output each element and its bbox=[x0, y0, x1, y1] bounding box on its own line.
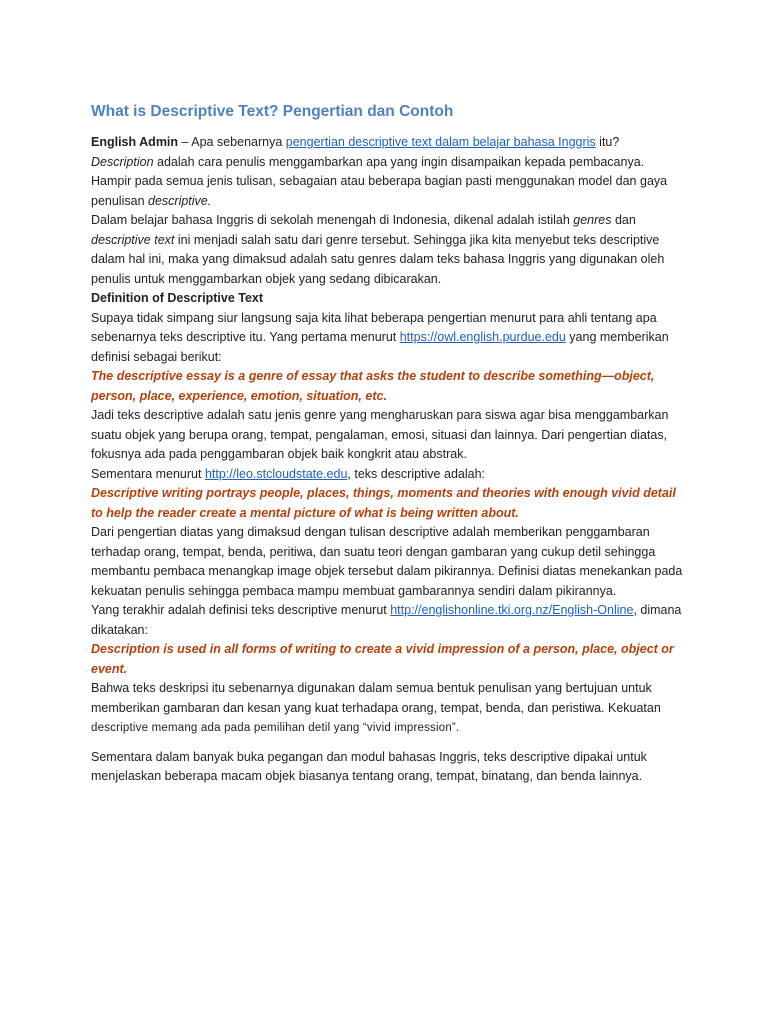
closing-paragraph: Sementara dalam banyak buka pegangan dan modul bahasas Inggris, teks descriptive dipakai untuk menjelaskan beberapa macam objek biasanya tentang orang, tempat, binatang, dan benda lainnya. bbox=[91, 749, 647, 783]
link-owl-purdue[interactable]: https://owl.english.purdue.edu bbox=[399, 330, 566, 344]
explanation-paragraph-2: Dari pengertian diatas yang dimaksud dengan tulisan descriptive adalah memberikan penggambaran terhadap orang, tempat, benda, peritiwa, dan suatu teori dengan gambaran yang cukup detil sehingga membantu pembaca menangkap image objek tersebut dalam pikirannya. Definisi diatas menekankan pada kekuatan penulis sehingga pembaca mampu membuat gambarannya sendiri dalam pikirannya. bbox=[91, 525, 683, 598]
article-title: What is Descriptive Text? Pengertian dan Contoh bbox=[91, 103, 454, 120]
quote-owl-purdue: The descriptive essay is a genre of essay that asks the student to describe something—object, person, place, experience, emotion, situation, etc. bbox=[91, 369, 655, 403]
author-name: English Admin bbox=[91, 135, 179, 149]
link-englishonline[interactable]: http://englishonline.tki.org.nz/English-Online bbox=[390, 603, 634, 617]
definition-heading: Definition of Descriptive Text bbox=[91, 291, 264, 305]
stcloudstate-paragraph: Sementara menurut http://leo.stcloudstate.edu, teks descriptive adalah: bbox=[91, 466, 485, 481]
englishonline-paragraph: Yang terakhir adalah definisi teks descriptive menurut http://englishonline.tki.org.nz/English-Online, dimana dikatakan: bbox=[91, 603, 682, 637]
link-stcloudstate[interactable]: http://leo.stcloudstate.edu bbox=[204, 466, 348, 481]
explanation-paragraph-1: Jadi teks descriptive adalah satu jenis genre yang mengharuskan para siswa agar bisa menggambarkan suatu objek yang berupa orang, tempat, pengalaman, emosi, situasi dan lainnya. Dari pengertian diatas, fokusnya ada pada penggambaran objek baik kongkrit atau abstrak. bbox=[91, 408, 669, 461]
article bbox=[91, 101, 683, 787]
link-pengertian-descriptive-text[interactable]: pengertian descriptive text dalam belajar bahasa Inggris bbox=[285, 135, 596, 149]
intro-paragraph: English Admin – Apa sebenarnya pengertian descriptive text dalam belajar bahasa Inggris itu? Description adalah cara penulis menggambarkan apa yang ingin disampaikan kepada pembacanya. Hampir pada semua jenis tulisan, sebagaian atau beberapa bagian pasti menggunakan model dan gaya penulisan descriptive. bbox=[91, 135, 668, 208]
genres-paragraph: Dalam belajar bahasa Inggris di sekolah menengah di Indonesia, dikenal adalah istilah genres dan descriptive text ini menjadi salah satu dari genre tersebut. Sehingga jika kita menyebut teks descriptive dalam hal ini, maka yang dimaksud adalah satu genres dalam teks bahasa Inggris yang digunakan oleh penulis untuk menggambarkan objek yang sedang dibicarakan. bbox=[91, 213, 665, 286]
quote-stcloudstate: Descriptive writing portrays people, places, things, moments and theories with enough vivid detail to help the reader create a mental picture of what is being written about. bbox=[91, 486, 676, 520]
definition-intro-paragraph: Supaya tidak simpang siur langsung saja kita lihat beberapa pengertian menurut para ahli tentang apa sebenarnya teks descriptive itu. Yang pertama menurut https://owl.english.purdue.edu yang memberikan definisi sebagai berikut: bbox=[91, 310, 669, 364]
quote-englishonline: Description is used in all forms of writing to create a vivid impression of a person, place, object or event. bbox=[91, 642, 674, 676]
explanation-paragraph-3: Bahwa teks deskripsi itu sebenarnya digunakan dalam semua bentuk penulisan yang bertujuan untuk memberikan gambaran dan kesan yang kuat terhadapa orang, tempat, benda, dan peristiwa. Kekuatan descriptive memang ada pada pemilihan detil yang “vivid impression”. bbox=[91, 681, 661, 734]
